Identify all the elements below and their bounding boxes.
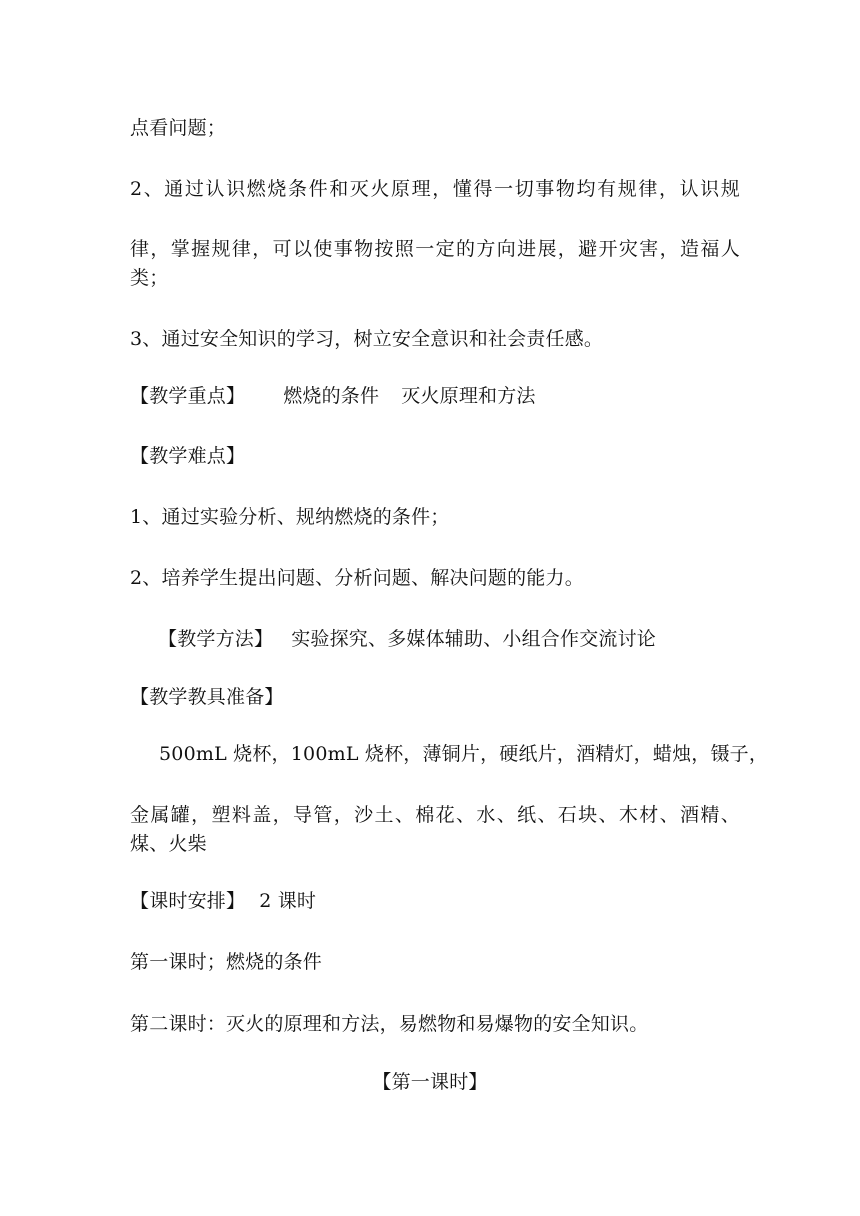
section-heading: 【教学难点】 [130, 445, 246, 467]
text-line: 3、通过安全知识的学习，树立安全意识和社会责任感。 [130, 328, 604, 350]
text-line: 500mL 烧杯，100mL 烧杯，薄铜片，硬纸片，酒精灯，蜡烛，镊子， [159, 743, 769, 765]
text-line: 金属罐，塑料盖，导管，沙土、棉花、水、纸、石块、木材、酒精、 [130, 804, 740, 826]
teaching-focus-line [130, 383, 740, 409]
section-label: 【课时安排】 [130, 890, 246, 912]
text-line: 1、通过实验分析、规纳燃烧的条件； [130, 506, 450, 528]
schedule-line [130, 888, 740, 914]
text-line: 第一课时；燃烧的条件 [130, 951, 323, 973]
text-line: 类； [130, 267, 169, 289]
focus-item: 灭火原理和方法 [401, 385, 536, 407]
section-heading: 【教学教具准备】 [130, 686, 284, 708]
text-line: 点看问题； [130, 117, 227, 139]
text-line: 律，掌握规律，可以使事物按照一定的方向进展，避开灾害，造福人 [130, 238, 740, 260]
lesson-heading: 【第一课时】 [372, 1071, 488, 1093]
section-label: 【教学重点】 [130, 385, 246, 407]
text-line: 2、通过认识燃烧条件和灭火原理，懂得一切事物均有规律，认识规 [130, 178, 740, 200]
teaching-method-line [158, 626, 768, 652]
section-label: 【教学方法】 [158, 628, 274, 650]
text-line: 煤、火柴 [130, 833, 207, 855]
schedule-text: 2 课时 [259, 890, 317, 912]
text-line: 第二课时：灭火的原理和方法，易燃物和易爆物的安全知识。 [130, 1013, 649, 1035]
focus-item: 燃烧的条件 [283, 385, 380, 407]
method-text: 实验探究、多媒体辅助、小组合作交流讨论 [291, 628, 657, 650]
text-line: 2、培养学生提出问题、分析问题、解决问题的能力。 [130, 567, 584, 589]
